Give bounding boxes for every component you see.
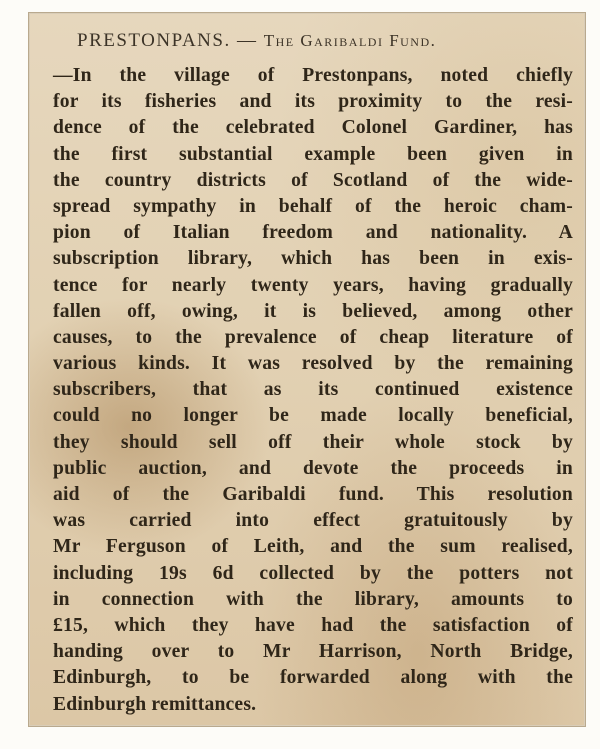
article-line: tence for nearly twenty years, having gradually (53, 274, 573, 296)
article-line: public auction, and devote the proceeds in (53, 457, 573, 479)
article-line: Edinburgh remittances. (53, 693, 257, 715)
article-line: could no longer be made locally beneficial, (53, 405, 573, 427)
article-headline (77, 30, 577, 52)
article-line: including 19s 6d collected by the potters not (53, 562, 573, 584)
article-line: dence of the celebrated Colonel Gardiner, has (53, 117, 573, 139)
article-line: in connection with the library, amounts to (53, 588, 573, 610)
article-line: various kinds. It was resolved by the remaining (53, 353, 573, 375)
article-line: was carried into effect gratuitously by (53, 510, 573, 532)
headline-place: PRESTONPANS. (77, 30, 231, 51)
article-line: pion of Italian freedom and nationality. A (53, 222, 573, 244)
article-line: spread sympathy in behalf of the heroic cham- (53, 195, 573, 217)
article-line: £15, which they have had the satisfaction of (53, 614, 573, 636)
article-line: for its fisheries and its proximity to the resi- (53, 91, 573, 113)
article-line: Edinburgh, to be forwarded along with the (53, 667, 573, 689)
newspaper-clipping (28, 12, 586, 727)
article-line: aid of the Garibaldi fund. This resolution (53, 484, 573, 505)
article-line: Mr Ferguson of Leith, and the sum realised, (53, 536, 573, 558)
headline-topic: The Garibaldi Fund. (263, 31, 437, 50)
article-line: the country districts of Scotland of the wide- (53, 169, 573, 191)
article-line: fallen off, owing, it is believed, among other (53, 300, 573, 322)
article-line: —In the village of Prestonpans, noted chiefly (53, 65, 573, 86)
article-line: handing over to Mr Harrison, North Bridge, (53, 641, 573, 663)
headline-dash: — (236, 30, 258, 51)
article-body (53, 63, 573, 718)
article-line: causes, to the prevalence of cheap literature of (53, 326, 573, 348)
article-line: the first substantial example been given in (53, 143, 573, 165)
article-line: subscribers, that as its continued existence (53, 379, 573, 401)
article-line: subscription library, which has been in exis- (53, 248, 573, 270)
article-line: they should sell off their whole stock by (53, 431, 573, 453)
